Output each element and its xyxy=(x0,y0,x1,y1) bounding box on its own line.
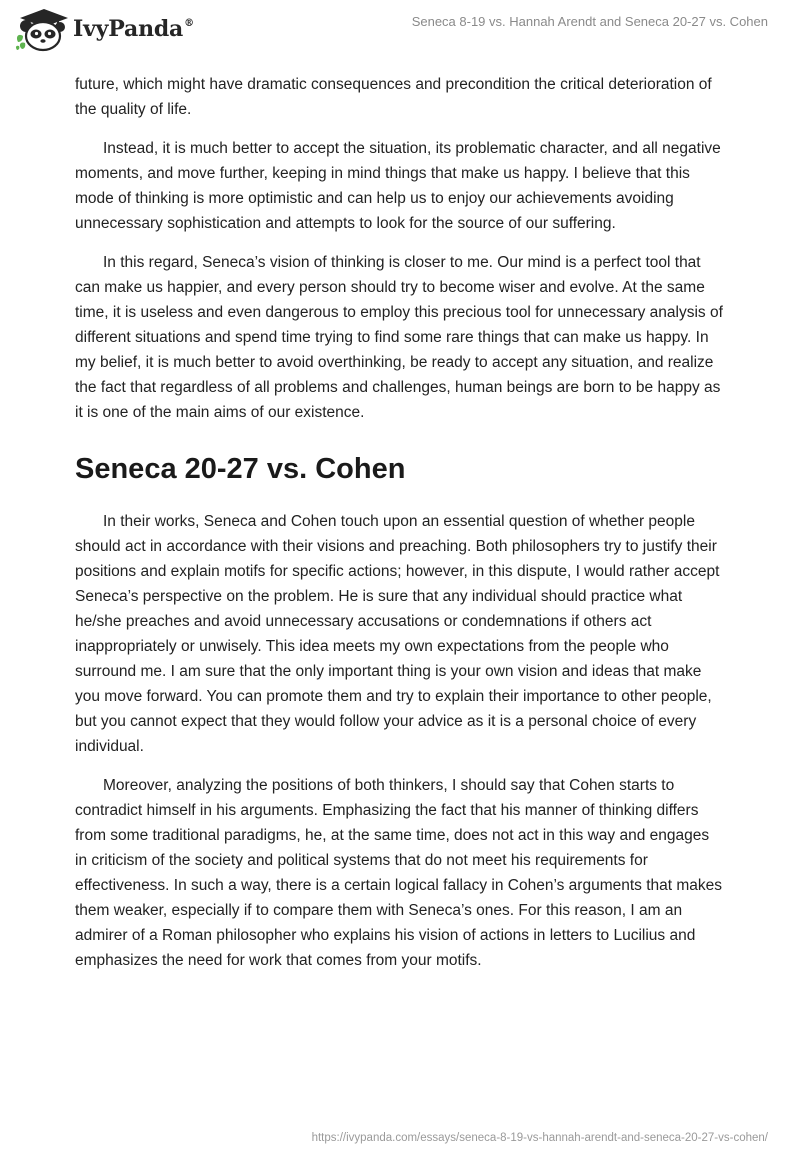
paragraph: Instead, it is much better to accept the situation, its problematic character, and all negative moments, and move further, keeping in mind things that make us happy. I believe that this mode of thinking is more optimistic and can help us to enjoy our achievements avoiding unnecessary sophistication and attempts to look for the source of our suffering. xyxy=(75,140,721,232)
panda-graduate-logo-icon xyxy=(14,6,70,52)
brand-name-text: IvyPanda xyxy=(73,16,184,42)
document-title: Seneca 8-19 vs. Hannah Arendt and Seneca 20-27 vs. Cohen xyxy=(411,14,768,29)
registered-mark: ® xyxy=(184,18,194,29)
brand-name xyxy=(73,16,194,42)
brand-logo[interactable] xyxy=(14,6,194,52)
section-heading: Seneca 20-27 vs. Cohen xyxy=(75,453,406,485)
page-header xyxy=(0,0,800,60)
paragraph: In this regard, Seneca’s vision of thinking is closer to me. Our mind is a perfect tool that can make us happier, and every person should try to become wiser and evolve. At the same time, it is useless and even dangerous to employ this precious tool for unnecessary analysis of different situations and spend time trying to find some rare things that can make us happy. In my belief, it is much better to avoid overthinking, be ready to accept any situation, and realize the fact that regardless of all problems and challenges, human beings are born to be happy as it is one of the main aims of our existence. xyxy=(75,254,723,421)
essay-content xyxy=(75,72,725,987)
source-url[interactable]: https://ivypanda.com/essays/seneca-8-19-vs-hannah-arendt-and-seneca-20-27-vs-cohen/ xyxy=(311,1132,768,1144)
paragraph: Moreover, analyzing the positions of both thinkers, I should say that Cohen starts to contradict himself in his arguments. Emphasizing the fact that his manner of thinking differs from some traditional paradigms, he, at the same time, does not act in this way and engages in criticism of the society and political systems that do not meet his requirements for effectiveness. In such a way, there is a certain logical fallacy in Cohen’s arguments that makes them weaker, especially if to compare them with Seneca’s ones. For this reason, I am an admirer of a Roman philosopher who explains his vision of actions in letters to Lucilius and emphasizes the need for work that comes from your motifs. xyxy=(75,777,723,969)
paragraph: In their works, Seneca and Cohen touch upon an essential question of whether people should act in accordance with their visions and preaching. Both philosophers try to justify their positions and explain motifs for specific actions; however, in this dispute, I would rather accept Seneca’s perspective on the problem. He is sure that any individual should practice what he/she preaches and avoid unnecessary accusations or condemnations if others act inappropriately or unwisely. This idea meets my own expectations from the people who surround me. I am sure that the only important thing is your own vision and ideas that make you move forward. You can promote them and try to explain their importance to other people, but you cannot expect that they would follow your advice as it is a personal choice of every individual. xyxy=(75,513,720,755)
paragraph-continued: future, which might have dramatic consequences and precondition the critical deterioration of the quality of life. xyxy=(75,76,712,118)
